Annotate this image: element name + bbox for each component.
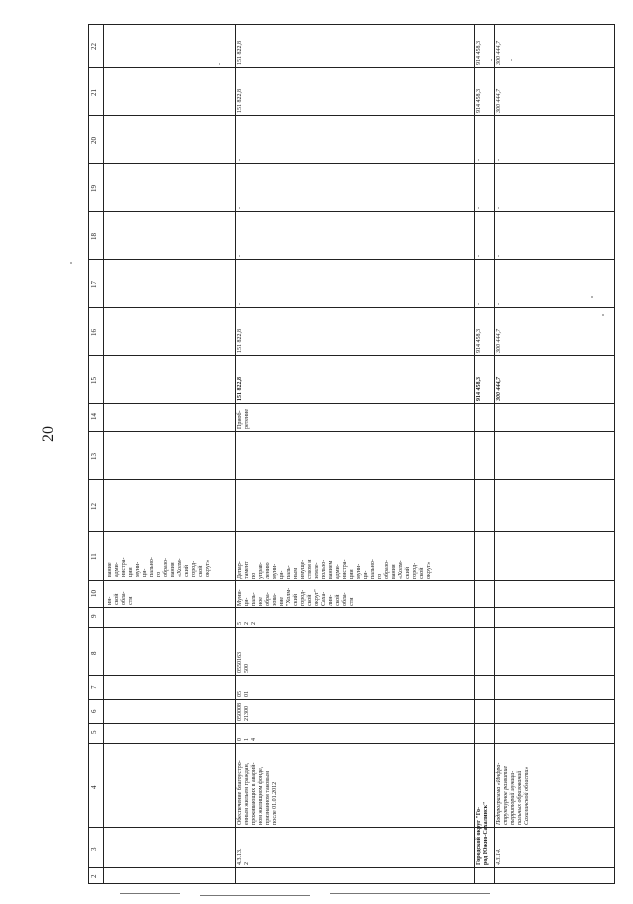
column-number: 21: [90, 89, 98, 97]
column-divider: [89, 307, 614, 308]
row-name-4-3-14: Подпрограмма «Инфра- структурное развитие территорий муници- пальных образований Сахалинской области»: [496, 762, 530, 825]
column-divider: [89, 431, 614, 432]
scan-artifact: [200, 895, 310, 896]
column-number: 19: [90, 185, 98, 193]
subprogram-col18: -: [496, 207, 502, 209]
scan-speck: [602, 314, 604, 316]
row-divider: [474, 25, 475, 883]
column-number: 9: [90, 614, 98, 618]
value-col16: -: [237, 303, 243, 305]
row-divider: [235, 25, 236, 883]
column-divider: [89, 115, 614, 116]
district-col20: 914 458,3: [476, 89, 482, 113]
budget-code-col7: 0550163 500: [237, 652, 250, 673]
scan-artifact: [120, 893, 180, 894]
column-divider: [89, 211, 614, 212]
column-number: 20: [90, 137, 98, 145]
column-divider: [89, 699, 614, 700]
column-number: 18: [90, 233, 98, 241]
top-fragment-municipality: ин- ской обла- сти: [107, 591, 134, 605]
scan-speck: [70, 262, 72, 264]
column-divider: [89, 675, 614, 676]
district-name: Городской округ "Го- род Южно-Сахалинск": [476, 801, 489, 865]
row-divider: [494, 25, 495, 883]
column-divider: [89, 867, 614, 868]
column-divider: [89, 259, 614, 260]
value-col15: 151 822,8: [237, 329, 243, 353]
page-number: 20: [40, 426, 57, 442]
column-divider: [89, 627, 614, 628]
column-number: 22: [90, 43, 98, 51]
column-divider: [89, 479, 614, 480]
district-col18: -: [476, 207, 482, 209]
column-divider: [89, 723, 614, 724]
purpose: Приоб- ретение: [237, 408, 250, 429]
scan-speck: [591, 296, 593, 298]
row-code-4-3-14: 4.3.14.: [496, 848, 502, 865]
column-divider: [89, 580, 614, 581]
value-col17: -: [237, 255, 243, 257]
top-fragment-administrator: вание адми- нистра- ции муни- ци- пально- го образо- вания «Холм- ский город- ской округ»: [107, 557, 211, 577]
value-col21: 151 822,8: [237, 41, 243, 65]
top-fragment-col22: -: [217, 63, 223, 65]
subprogram-col14: 300 444,7: [496, 377, 502, 401]
column-number: 8: [90, 651, 98, 655]
column-number: 4: [90, 785, 98, 789]
column-divider: [89, 163, 614, 164]
budget-code-col6: 05 01: [237, 691, 250, 697]
district-col19: -: [476, 159, 482, 161]
column-number: 12: [90, 503, 98, 511]
subprogram-col21: 300 444,7: [496, 41, 502, 65]
value-col19: -: [237, 159, 243, 161]
column-number: 15: [90, 377, 98, 385]
budget-code-col8: 5 2 2: [237, 622, 257, 625]
column-divider: [89, 531, 614, 532]
column-number: 10: [90, 590, 98, 598]
subprogram-col17: -: [496, 255, 502, 257]
row-code: 4.3.13. 2: [237, 848, 250, 865]
department: Депар- тамент по управ- лению муни- ци- паль- ным имуще- ством и земле- пользо- ванием адми- нистра- ции муни- ци- пально- го образо- вания «Холм- ский город- ской округ»: [237, 559, 432, 579]
subprogram-col22: -: [509, 59, 515, 61]
column-number: 16: [90, 329, 98, 337]
subprogram-col19: -: [496, 159, 502, 161]
scan-artifact: [330, 893, 490, 894]
column-divider: [89, 67, 614, 68]
column-number: 11: [90, 553, 98, 561]
subprogram-col16: -: [496, 303, 502, 305]
district-col15: 914 458,3: [476, 329, 482, 353]
column-divider: [89, 355, 614, 356]
column-number: 5: [90, 730, 98, 734]
district-col14: 914 458,3: [476, 377, 482, 401]
value-col20: 151 822,8: [237, 89, 243, 113]
subprogram-col20: 300 444,7: [496, 89, 502, 113]
column-number: 6: [90, 709, 98, 713]
municipality: Муни- ци- паль- ное обра- зова- ние "Холм- ский город- ской округ" Саха- лин- ской обла- сти: [237, 587, 355, 606]
district-col22: -: [489, 59, 495, 61]
column-number: 7: [90, 685, 98, 689]
value-col18: -: [237, 207, 243, 209]
budget-table: [88, 24, 615, 884]
column-divider: [89, 403, 614, 404]
column-number: 17: [90, 281, 98, 289]
budget-code-col5: 050008 21300: [237, 703, 250, 721]
column-number: 14: [90, 413, 98, 421]
column-divider: [89, 743, 614, 744]
district-col17: -: [476, 255, 482, 257]
district-col16: -: [476, 303, 482, 305]
column-number: 13: [90, 453, 98, 461]
value-col14: 151 822,8: [237, 377, 243, 401]
column-number: 3: [90, 847, 98, 851]
district-col21: 914 458,3: [476, 41, 482, 65]
budget-code-col4: 0 1 4: [237, 738, 257, 741]
subprogram-col15: 300 444,7: [496, 329, 502, 353]
row-divider: [103, 25, 104, 883]
row-name: Обеспечение благоустро- енным жильем граждан, проживающих в аварий- ном жилищном фонде, признанном таковым после 01.01.2012: [237, 760, 278, 825]
column-number: 2: [90, 874, 98, 878]
column-divider: [89, 827, 614, 828]
column-divider: [89, 607, 614, 608]
